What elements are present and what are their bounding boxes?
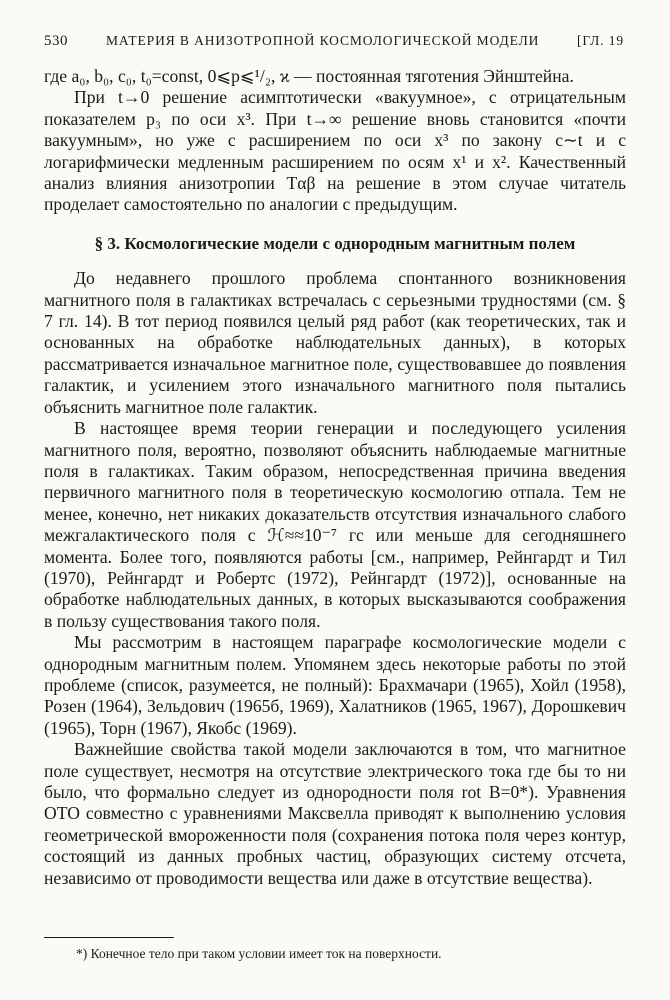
paragraph-generation-theory: В настоящее время теории генерации и последующего усиления магнитного поля, вероятно, позволяют объяснить наблюдаемые магнитные поля в галактиках. Таким образом, непосредственная причина введения первичного магнитного поля в теоретическую космологию отпала. Тем не менее, конечно, нет никаких доказательств отсутствия изначального слабого межгалактического поля с ℋ≈≈10⁻⁷ гс или меньше для сегодняшнего момента. Более того, появляются работы [см., например, Рейнгардт и Тил (1970), Рейнгардт и Робертс (1972), Рейнгардт (1972)], основанные на обработке наблюдательных данных, в которых высказываются соображения в пользу существования такого поля. — [44, 418, 626, 631]
section-heading: § 3. Космологические модели с однородным магнитным полем — [94, 233, 576, 253]
chapter-label: [ГЛ. 19 — [577, 33, 624, 48]
paragraph-history: До недавнего прошлого проблема спонтанного возникновения магнитного поля в галактиках встречалась с серьезными трудностями (см. § 7 гл. 14). В тот период появился целый ряд работ (как теоретических, так и основанных на обработке наблюдательных данных), в которых рассматривается изначальное магнитное поле, существовавшее до появления галактик, и усилением этого изначального магнитного поля пытались объяснить магнитное поле галактик. — [44, 268, 626, 417]
footnote: *) Конечное тело при таком условии имеет ток на поверхности. — [76, 946, 442, 961]
paragraph-references: Мы рассмотрим в настоящем параграфе космологические модели с однородным магнитным полем. Упомянем здесь некоторые работы по этой проблеме (список, разумеется, не полный): Брахмачари (1965), Хойл (1958), Розен (1964), Зельдович (1965б, 1969), Халатников (1965, 1967), Дорошкевич (1965), Торн (1967), Якобс (1969). — [44, 632, 626, 738]
running-title: МАТЕРИЯ В АНИЗОТРОПНОЙ КОСМОЛОГИЧЕСКОЙ МОДЕЛИ — [106, 33, 540, 48]
footnote-divider — [44, 937, 174, 938]
page-body — [44, 66, 626, 889]
paragraph-asymptotics: При t→0 решение асимптотически «вакуумное», с отрицательным показателем p₃ по оси x³. При t→∞ решение вновь становится «почти вакуумным», но уже с расширением по оси x³ по закону c∼t и с логарифмически медленным расширением по осям x¹ и x². Качественный анализ влияния анизотропии Tαβ на решение в этом случае читатель проделает самостоятельно по аналогии с предыдущим. — [44, 87, 626, 215]
running-header — [44, 33, 624, 50]
paragraph-constants: где a₀, b₀, c₀, t₀=const, 0⩽p⩽¹/₂, ϰ — постоянная тяготения Эйнштейна. — [44, 66, 574, 86]
paragraph-properties: Важнейшие свойства такой модели заключаются в том, что магнитное поле существует, несмотря на отсутствие электрического тока где бы то ни было, что формально следует из однородности поля rot B=0*). Уравнения ОТО совместно с уравнениями Максвелла приводят к выполнению условия геометрической вмороженности поля (сохранения потока поля через контур, состоящий из данных пробных частиц, образующих систему отсчета, независимо от проводимости вещества или даже в отсутствие вещества). — [44, 739, 626, 888]
page-number: 530 — [44, 33, 68, 49]
